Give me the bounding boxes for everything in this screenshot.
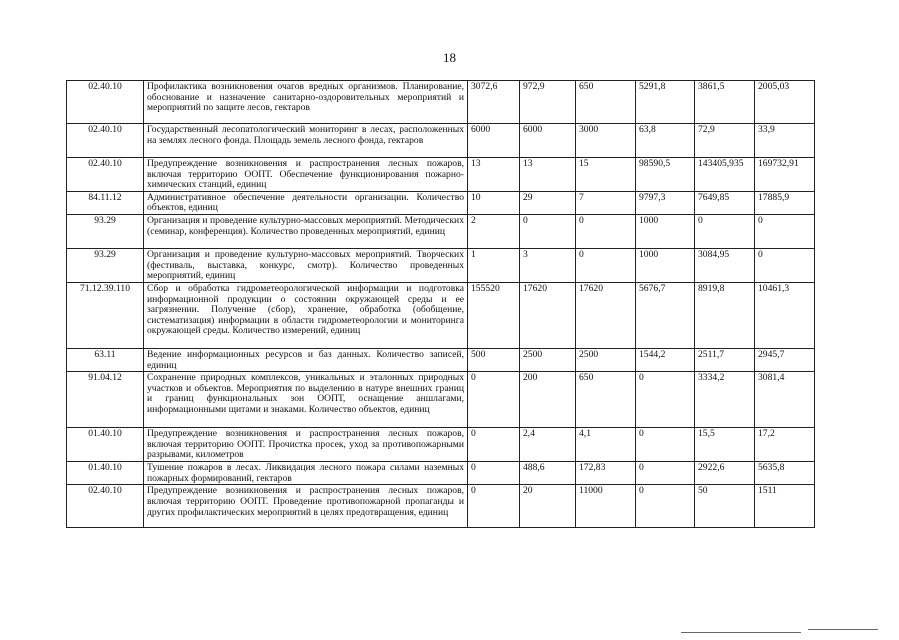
row-value-4: 0 (636, 462, 695, 485)
row-code: 02.40.10 (67, 124, 144, 158)
row-description: Организация и проведение культурно-массовых мероприятий. Творческих (фестиваль, выставка, конкурс, смотр). Количество проведенных мероприятий, единиц (144, 248, 468, 282)
row-value-6: 33,9 (755, 124, 815, 158)
row-code: 93.29 (67, 248, 144, 282)
row-description: Тушение пожаров в лесах. Ликвидация лесного пожара силами наземных пожарных формирований, гектаров (144, 462, 468, 485)
row-description: Предупреждение возникновения и распространения лесных пожаров, включая территорию ООПТ. Проведение противопожарной пропаганды и других профилактических мероприятий в целях предотвращения, единиц (144, 485, 468, 528)
table-row (67, 282, 815, 348)
row-value-1: 0 (468, 428, 520, 462)
row-value-2: 488,6 (520, 462, 576, 485)
row-value-5: 3084,95 (695, 248, 755, 282)
row-code: 63.11 (67, 348, 144, 371)
row-value-2: 17620 (520, 282, 576, 348)
table-body (67, 81, 815, 528)
row-value-1: 1 (468, 248, 520, 282)
row-value-2: 29 (520, 191, 576, 214)
row-value-1: 155520 (468, 282, 520, 348)
row-value-4: 1000 (636, 214, 695, 248)
row-value-2: 3 (520, 248, 576, 282)
row-value-3: 0 (576, 248, 636, 282)
table-row (67, 428, 815, 462)
row-code: 91.04.12 (67, 372, 144, 428)
row-value-5: 143405,935 (695, 158, 755, 192)
row-value-4: 0 (636, 485, 695, 528)
row-value-2: 6000 (520, 124, 576, 158)
row-value-6: 10461,3 (755, 282, 815, 348)
row-code: 93.29 (67, 214, 144, 248)
row-value-5: 8919,8 (695, 282, 755, 348)
row-code: 01.40.10 (67, 428, 144, 462)
row-value-4: 5291,8 (636, 81, 695, 124)
row-value-6: 1511 (755, 485, 815, 528)
row-value-1: 0 (468, 462, 520, 485)
row-value-5: 3861,5 (695, 81, 755, 124)
row-value-2: 2,4 (520, 428, 576, 462)
page-number: 18 (443, 50, 456, 65)
row-value-6: 2005,03 (755, 81, 815, 124)
row-value-5: 2922,6 (695, 462, 755, 485)
row-value-5: 0 (695, 214, 755, 248)
row-value-3: 3000 (576, 124, 636, 158)
row-value-3: 17620 (576, 282, 636, 348)
row-value-1: 0 (468, 485, 520, 528)
table-row (67, 124, 815, 158)
row-value-2: 20 (520, 485, 576, 528)
row-code: 71.12.39.110 (67, 282, 144, 348)
row-code: 02.40.10 (67, 81, 144, 124)
row-value-6: 17,2 (755, 428, 815, 462)
row-description: Предупреждение возникновения и распространения лесных пожаров, включая территорию ООПТ. Прочистка просек, уход за противопожарными разрывами, километров (144, 428, 468, 462)
row-value-1: 13 (468, 158, 520, 192)
row-value-3: 7 (576, 191, 636, 214)
row-value-3: 650 (576, 372, 636, 428)
row-value-2: 2500 (520, 348, 576, 371)
row-value-4: 9797,3 (636, 191, 695, 214)
table-row (67, 348, 815, 371)
table-row (67, 81, 815, 124)
row-value-5: 15,5 (695, 428, 755, 462)
row-description: Предупреждение возникновения и распространения лесных пожаров, включая территорию ООПТ. Обеспечение функционирования пожарно-химических станций, единиц (144, 158, 468, 192)
row-description: Профилактика возникновения очагов вредных организмов. Планирование, обоснование и назначение санитарно-оздоровительных мероприятий и мероприятий по защите лесов, гектаров (144, 81, 468, 124)
row-description: Административное обеспечение деятельности организации. Количество объектов, единиц (144, 191, 468, 214)
row-value-4: 63,8 (636, 124, 695, 158)
row-value-1: 0 (468, 372, 520, 428)
row-value-4: 0 (636, 428, 695, 462)
row-description: Государственный лесопатологический мониторинг в лесах, расположенных на землях лесного фонда. Площадь земель лесного фонда, гектаров (144, 124, 468, 158)
row-description: Организация и проведение культурно-массовых мероприятий. Методических (семинар, конференция). Количество проведенных мероприятий, единиц (144, 214, 468, 248)
row-value-3: 0 (576, 214, 636, 248)
scan-artifact-line (808, 629, 878, 630)
row-code: 84.11.12 (67, 191, 144, 214)
row-value-1: 2 (468, 214, 520, 248)
table-row (67, 372, 815, 428)
scan-artifact-line (681, 632, 801, 633)
row-description: Ведение информационных ресурсов и баз данных. Количество записей, единиц (144, 348, 468, 371)
table-row (67, 158, 815, 192)
row-value-3: 11000 (576, 485, 636, 528)
row-value-6: 169732,91 (755, 158, 815, 192)
row-value-6: 5635,8 (755, 462, 815, 485)
row-value-5: 72,9 (695, 124, 755, 158)
row-description: Сбор и обработка гидрометеорологической информации и подготовка информационной продукции о состоянии окружающей среды и ее загрязнении. Получение (сбор), хранение, обработка (обобщение, систематизация) информации в области гидрометеорологии и мониторинга окружающей среды. Количество измерений, единиц (144, 282, 468, 348)
row-code: 01.40.10 (67, 462, 144, 485)
row-value-6: 0 (755, 214, 815, 248)
row-code: 02.40.10 (67, 158, 144, 192)
row-value-5: 2511,7 (695, 348, 755, 371)
row-value-3: 650 (576, 81, 636, 124)
report-table (66, 80, 815, 528)
row-value-3: 4,1 (576, 428, 636, 462)
table-row (67, 191, 815, 214)
row-value-3: 15 (576, 158, 636, 192)
row-value-2: 0 (520, 214, 576, 248)
row-value-3: 172,83 (576, 462, 636, 485)
row-value-4: 1000 (636, 248, 695, 282)
table-row (67, 248, 815, 282)
row-code: 02.40.10 (67, 485, 144, 528)
row-value-1: 3072,6 (468, 81, 520, 124)
row-value-1: 500 (468, 348, 520, 371)
row-value-2: 13 (520, 158, 576, 192)
row-value-2: 200 (520, 372, 576, 428)
table-row (67, 462, 815, 485)
row-value-1: 10 (468, 191, 520, 214)
row-value-4: 0 (636, 372, 695, 428)
row-value-5: 7649,85 (695, 191, 755, 214)
row-value-2: 972,9 (520, 81, 576, 124)
row-value-6: 0 (755, 248, 815, 282)
row-value-1: 6000 (468, 124, 520, 158)
table-row (67, 485, 815, 528)
table-row (67, 214, 815, 248)
row-description: Сохранение природных комплексов, уникальных и эталонных природных участков и объектов. Мероприятия по выделению в натуре внешних границ и границ функциональных зон ООПТ, оснащение аншлагами, информационными щитами и знаками. Количество объектов, единиц (144, 372, 468, 428)
row-value-4: 98590,5 (636, 158, 695, 192)
row-value-3: 2500 (576, 348, 636, 371)
row-value-6: 3081,4 (755, 372, 815, 428)
row-value-6: 2945,7 (755, 348, 815, 371)
row-value-4: 5676,7 (636, 282, 695, 348)
row-value-5: 50 (695, 485, 755, 528)
row-value-6: 17885,9 (755, 191, 815, 214)
row-value-4: 1544,2 (636, 348, 695, 371)
row-value-5: 3334,2 (695, 372, 755, 428)
